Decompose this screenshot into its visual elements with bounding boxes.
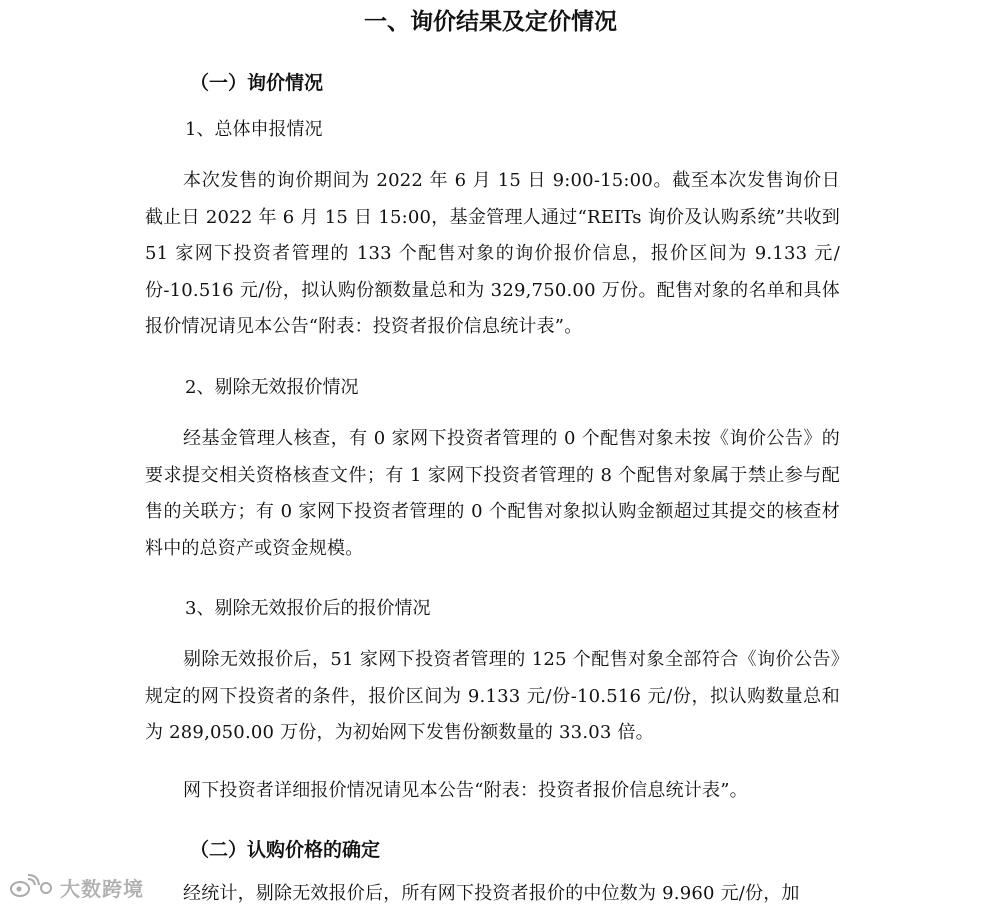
paragraph-overall-declaration: 本次发售的询价期间为 2022 年 6 月 15 日 9:00-15:00。截至本次发售询价日截止日 2022 年 6 月 15 日 15:00，基金管理人通过“REITs 询价及认购系统”共收到 51 家网下投资者管理的 133 个配售对象的询价报价信息，报价区间为 9.133 元/份-10.516 元/份，拟认购份额数量总和为 329,750.00 万份。配售对象的名单和具体报价情况请见本公告“附表：投资者报价信息统计表”。	[145, 170, 840, 337]
section-heading-inquiry: （一）询价情况	[190, 72, 324, 94]
paragraph-invalid-quotes-removed: 经基金管理人核查，有 0 家网下投资者管理的 0 个配售对象未按《询价公告》的要求提交相关资格核查文件；有 1 家网下投资者管理的 8 个配售对象属于禁止参与配售的关联方；有 0 家网下投资者管理的 0 个配售对象拟认购金额超过其提交的核查材料中的总资产或资金规模。	[145, 428, 840, 559]
paragraph-investor-detail-reference: 网下投资者详细报价情况请见本公告“附表：投资者报价信息统计表”。	[183, 780, 748, 801]
subheading-invalid-quotes-removed: 2、剔除无效报价情况	[185, 377, 359, 398]
watermark	[8, 872, 144, 902]
paragraph-subscription-price: 经统计，剔除无效报价后，所有网下投资者报价的中位数为 9.960 元/份，加	[183, 883, 800, 904]
paragraph-quotes-after-removal: 剔除无效报价后，51 家网下投资者管理的 125 个配售对象全部符合《询价公告》规定的网下投资者的条件，报价区间为 9.133 元/份-10.516 元/份，拟认购数量总和为 289,050.00 万份，为初始网下发售份额数量的 33.03 倍。	[145, 649, 840, 743]
subheading-quotes-after-removal: 3、剔除无效报价后的报价情况	[185, 598, 431, 619]
weibo-style-logo-icon	[8, 874, 54, 900]
subheading-overall-declaration: 1、总体申报情况	[185, 119, 323, 140]
watermark-text: 大数跨境	[60, 876, 144, 901]
document-title: 一、询价结果及定价情况	[364, 9, 617, 35]
section-heading-subscription-price: （二）认购价格的确定	[190, 839, 381, 861]
